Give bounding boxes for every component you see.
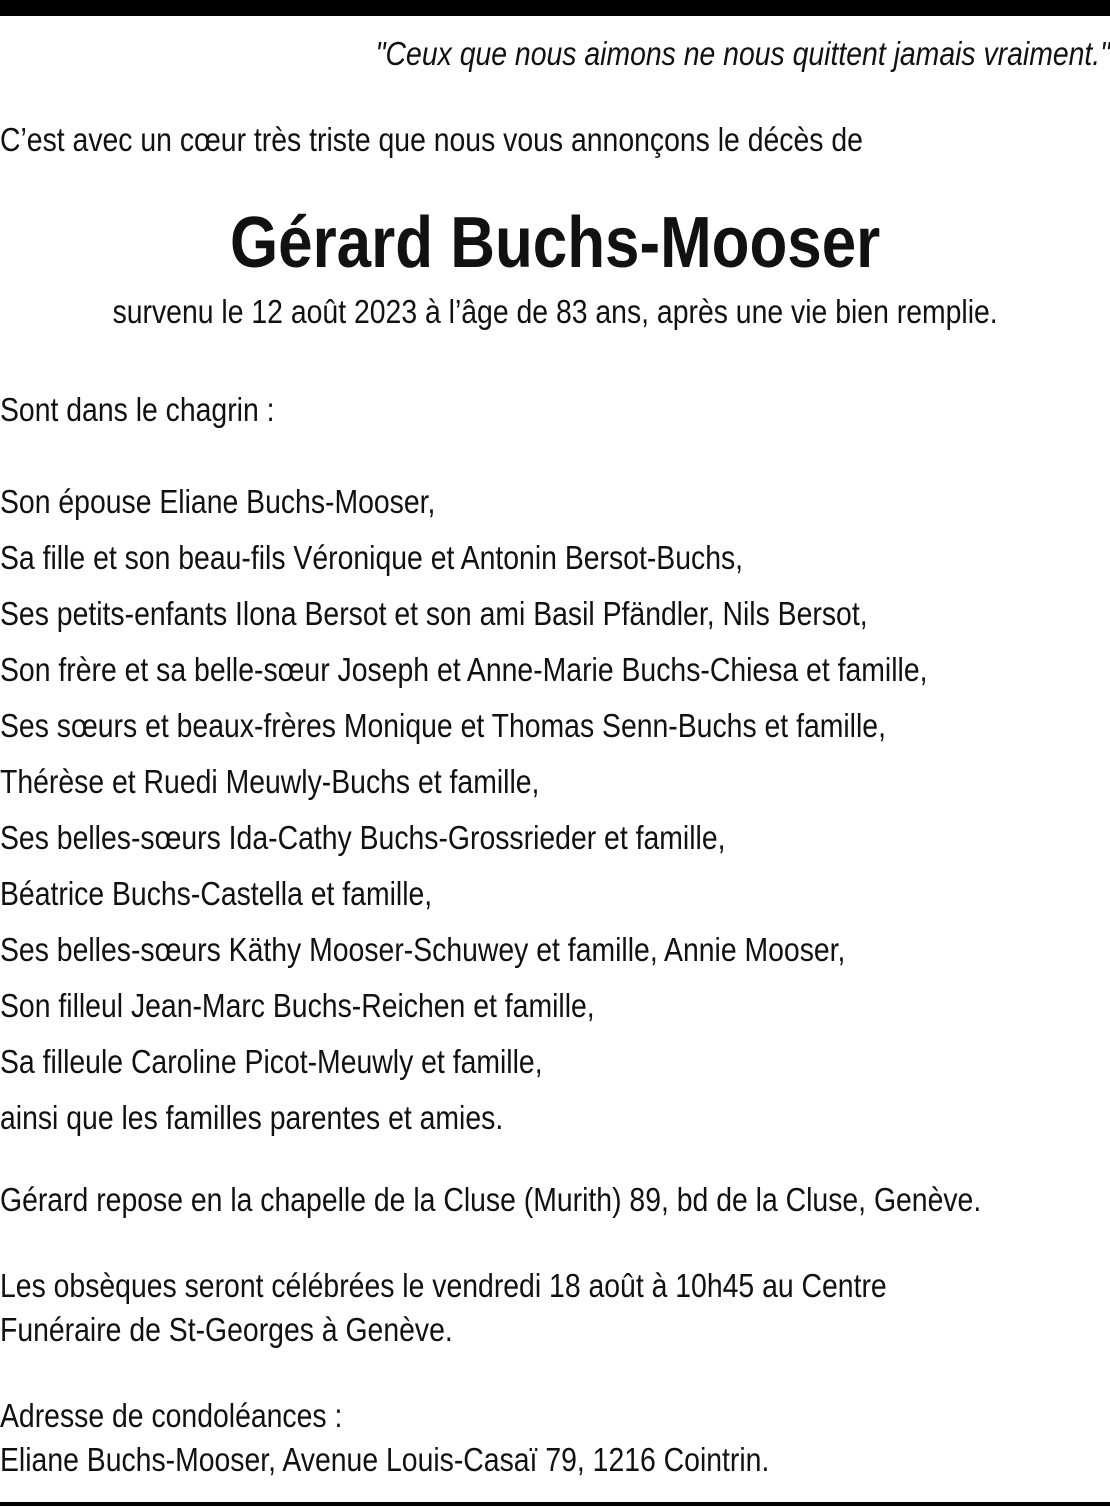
funeral-details-line-2: Funéraire de St-Georges à Genève. <box>0 1311 453 1348</box>
family-member-line: Son filleul Jean-Marc Buchs-Reichen et famille, <box>0 987 595 1024</box>
intro-text: C’est avec un cœur très triste que nous vous annonçons le décès de <box>0 121 863 158</box>
funeral-details-line-1: Les obsèques seront célébrées le vendredi 18 août à 10h45 au Centre <box>0 1267 887 1304</box>
family-member-line: Son épouse Eliane Buchs-Mooser, <box>0 483 436 520</box>
family-member-line: Sa fille et son beau-fils Véronique et Antonin Bersot-Buchs, <box>0 539 744 576</box>
condolences-address: Eliane Buchs-Mooser, Avenue Louis-Casaï 79, 1216 Cointrin. <box>0 1441 770 1478</box>
condolences-block <box>0 1394 769 1482</box>
bottom-rule <box>0 1502 1110 1506</box>
family-member-line: Sa filleule Caroline Picot-Meuwly et famille, <box>0 1043 543 1080</box>
repose-location: Gérard repose en la chapelle de la Cluse (Murith) 89, bd de la Cluse, Genève. <box>0 1181 982 1218</box>
grief-heading: Sont dans le chagrin : <box>0 391 275 428</box>
family-member-line: Son frère et sa belle-sœur Joseph et Anne-Marie Buchs-Chiesa et famille, <box>0 651 928 688</box>
family-member-line: Ses petits-enfants Ilona Bersot et son ami Basil Pfändler, Nils Bersot, <box>0 595 868 632</box>
deceased-name: Gérard Buchs-Mooser <box>229 203 881 283</box>
family-member-line: Thérèse et Ruedi Meuwly-Buchs et famille, <box>0 763 540 800</box>
family-list <box>0 474 928 1146</box>
family-member-line: Béatrice Buchs-Castella et famille, <box>0 875 433 912</box>
death-details: survenu le 12 août 2023 à l’âge de 83 ans, après une vie bien remplie. <box>112 293 998 330</box>
family-member-line: Ses sœurs et beaux-frères Monique et Thomas Senn-Buchs et famille, <box>0 707 886 744</box>
condolences-heading: Adresse de condoléances : <box>0 1397 343 1434</box>
family-member-line: ainsi que les familles parentes et amies. <box>0 1099 504 1136</box>
family-member-line: Ses belles-sœurs Käthy Mooser-Schuwey et famille, Annie Mooser, <box>0 931 846 968</box>
epigraph-quote: "Ceux que nous aimons ne nous quittent jamais vraiment." <box>375 35 1110 72</box>
family-member-line: Ses belles-sœurs Ida-Cathy Buchs-Grossrieder et famille, <box>0 819 726 856</box>
funeral-details <box>0 1264 887 1352</box>
top-rule <box>0 0 1110 16</box>
